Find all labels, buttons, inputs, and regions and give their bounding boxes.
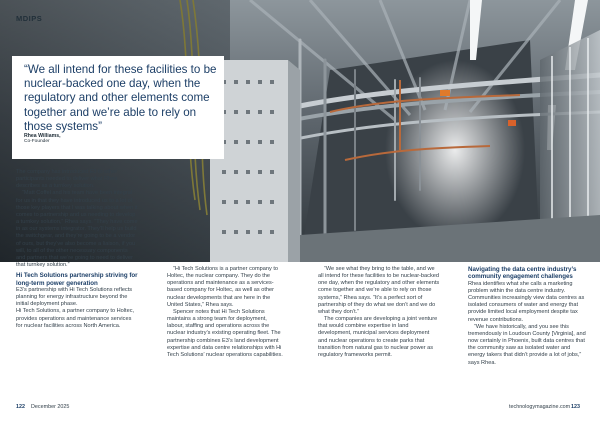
text-column-3	[318, 266, 440, 359]
quote-attribution-name: Rhea Williams,	[24, 133, 61, 139]
paragraph: “We see what they bring to the table, and we all intend for these facilities to be nuclear-backed one day, when the regulatory and other elements come together and we’re able to rely on those systems,” Rhea says. “It’s a perfect sort of partnership of they do what we don’t and we do what they don’t.”	[318, 266, 440, 315]
text-column-2	[167, 266, 285, 359]
paragraph: E3’s partnership with Hi Tech Solutions reflects planning for energy infrastructure beyond the initial deployment phase.	[16, 287, 133, 308]
pull-quote-panel	[12, 56, 224, 159]
paragraph: Rhea identifies what she calls a marketing problem within the data centre industry. Communities increasingly view data centres as isolated consumers of water and energy that provide limited local employment despite tax revenue contributions.	[468, 280, 585, 323]
page-number-right: 123	[571, 404, 580, 410]
paragraph: “Hi Tech Solutions is a partner company to Holtec, the nuclear company. They do the operations and maintenance as a services-based company for Holtec, as well as other nuclear developments that are here in the United States,” Rhea says.	[167, 266, 278, 308]
page-number-left: 122	[16, 404, 25, 410]
quote-attribution-role: Co-Founder	[24, 139, 50, 144]
text-column-1	[16, 169, 138, 330]
paragraph: “Matt Coffel and his team have been integral for us in that they have introduced us to a lot of those key players that I was talking about when it comes to partnership and us needing to develop a turnkey solution,” Rhea says. “They have come in as our systems integrator. They’ll help us build the switchgear, and they’re going to be a vendor of ours, but they’ve also become a liaison, if you will, to all of the other necessary components and partners that we’re going to need to deliver that turnkey solution.”	[16, 190, 138, 269]
paragraph: “We have historically, and you see this tremendously in Loudoun County [Virginia], and now certainly in Phoenix, built data centres that the community saw as isolated water and energy takers that didn’t provide a lot of jobs,” says Rhea.	[468, 323, 586, 366]
text-column-4	[468, 266, 586, 367]
paragraph: The company has introduced E3 to other participants needed to deliver what Rhea describes as a turnkey solution.	[16, 169, 118, 190]
pull-quote-text: “We all intend for these facilities to be nuclear-backed one day, when the regulatory and other elements come together and we’re able to rely on those systems”	[24, 63, 217, 133]
subheading: Hi Tech Solutions partnership striving for long-term power generation	[16, 272, 138, 287]
paragraph: The companies are developing a joint venture that would combine expertise in land development, municipal services deployment and nuclear operations to create parks that transition from natural gas to nuclear power as regulatory frameworks permit.	[318, 316, 438, 358]
site-url: technologymagazine.com	[509, 404, 571, 410]
section-tag: MDIPS	[16, 14, 43, 23]
issue-date: December 2025	[31, 404, 70, 410]
subheading: Navigating the data centre industry’s community engagement challenges	[468, 266, 577, 281]
paragraph: Hi Tech Solutions, a partner company to Holtec, provides operations and maintenance services for nuclear facilities across North America.	[16, 308, 135, 329]
paragraph: Spencer notes that Hi Tech Solutions maintains a strong team for deployment, labour, staffing and operations across the nuclear industry’s existing operating fleet. The partnership combines E3’s land development expertise and data centre relationships with Hi Tech Solutions’ nuclear operations capabilities.	[167, 308, 283, 358]
